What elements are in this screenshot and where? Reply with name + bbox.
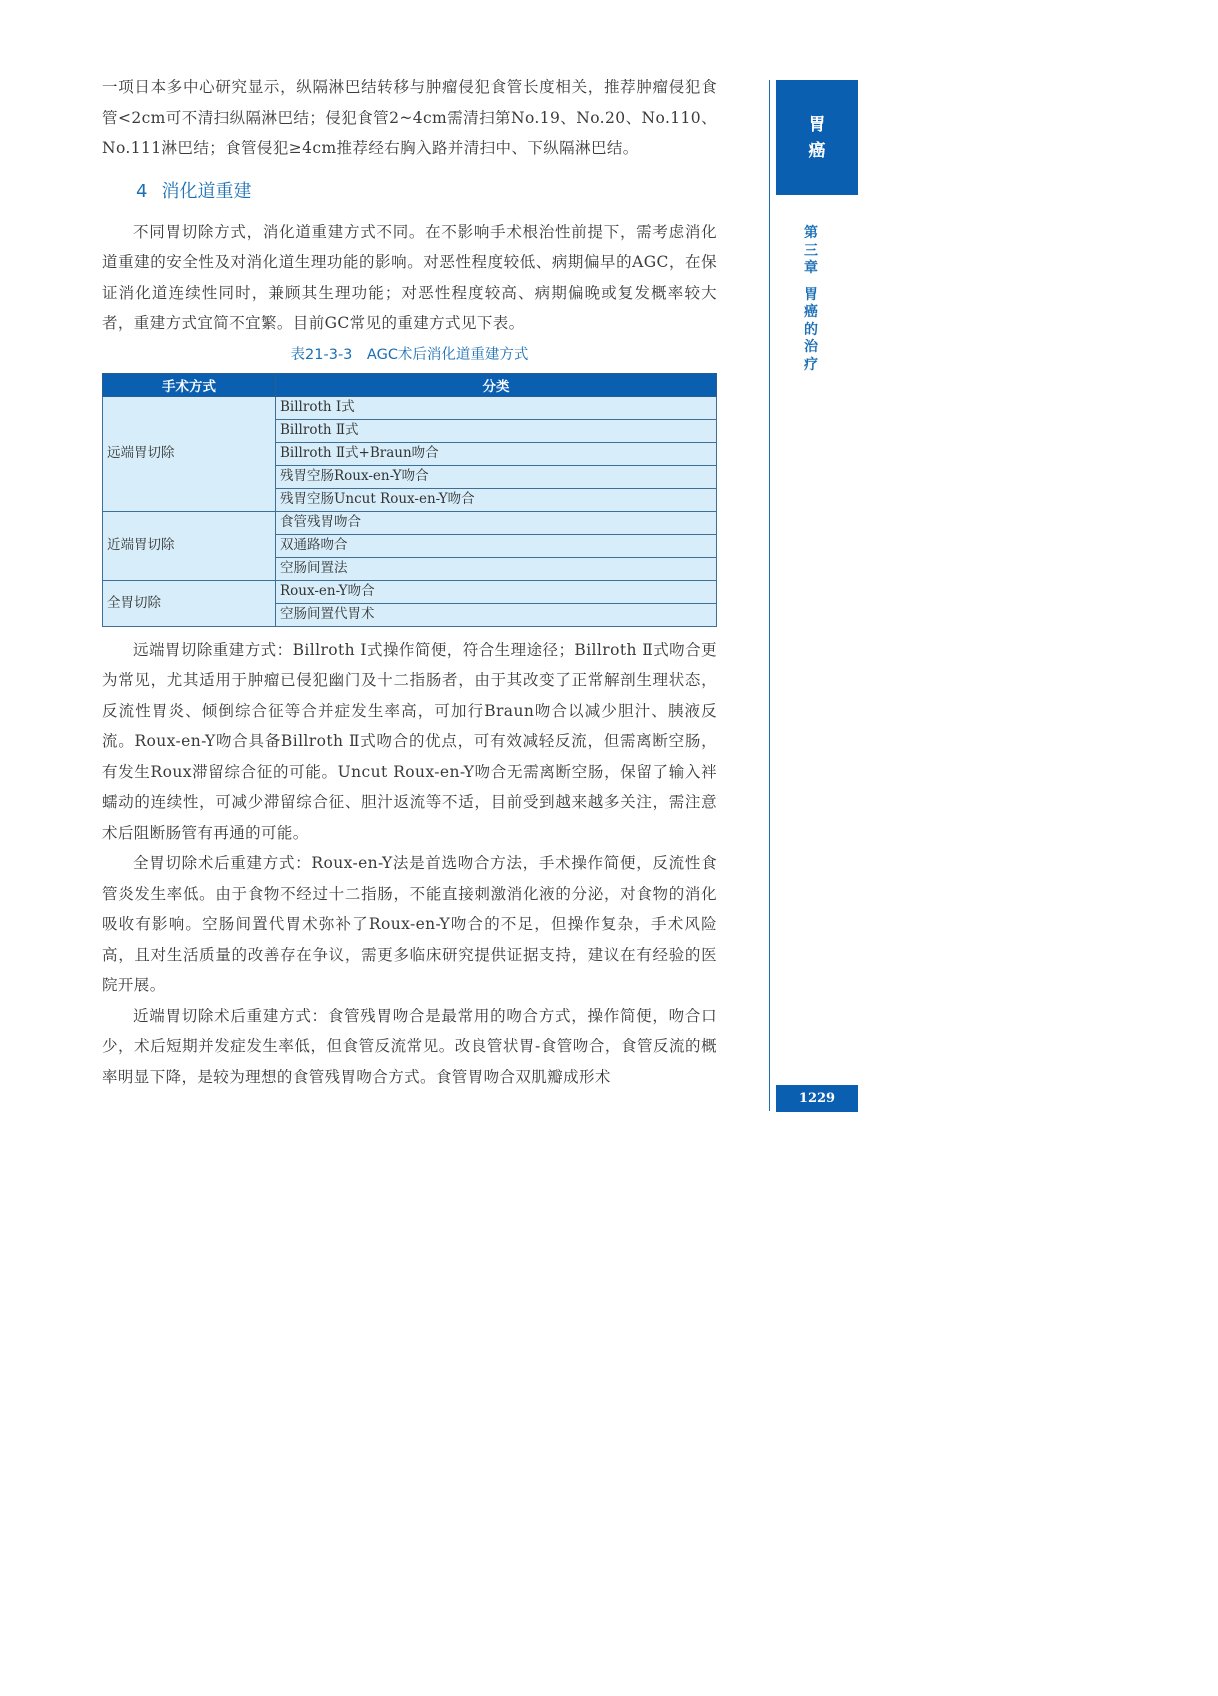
table-cell-method: Roux-en-Y吻合 [276,580,717,603]
margin-divider [769,80,770,1111]
chapter-label-vertical [799,225,823,374]
table-row [103,396,717,419]
table-cell-method: 双通路吻合 [276,534,717,557]
table-cell-method: Billroth Ⅱ式+Braun吻合 [276,442,717,465]
paragraph-distal-reconstruction: 远端胃切除重建方式：Billroth Ⅰ式操作简便，符合生理途径；Billroth Ⅱ式吻合更为常见，尤其适用于肿瘤已侵犯幽门及十二指肠者，由于其改变了正常解剖生理状态，反流性胃炎、倾倒综合征等合并症发生率高，可加行Braun吻合以减少胆汁、胰液反流。Roux-en-Y吻合具备Billroth Ⅱ式吻合的优点，可有效减轻反流，但需离断空肠，有发生Roux滞留综合征的可能。Uncut Roux-en-Y吻合无需离断空肠，保留了输入袢蠕动的连续性，可减少滞留综合征、胆汁返流等不适，目前受到越来越多关注，需注意术后阻断肠管有再通的可能。 [102,640,717,842]
table-cell-method: 空肠间置法 [276,557,717,580]
table-header-row [103,373,717,396]
paragraph-proximal-reconstruction: 近端胃切除术后重建方式：食管残胃吻合是最常用的吻合方式，操作简便，吻合口少，术后短期并发症发生率低，但食管反流常见。改良管状胃-食管吻合，食管反流的概率明显下降，是较为理想的食管残胃吻合方式。食管胃吻合双肌瓣成形术 [102,1006,717,1086]
table-cell-method: 残胃空肠Uncut Roux-en-Y吻合 [276,488,717,511]
main-content [102,72,717,1092]
section-title: 消化道重建 [161,180,252,202]
table-cell-procedure: 远端胃切除 [103,396,276,511]
chapter-number: 第 三 章 [804,225,818,276]
section-tab-char: 胃 [808,114,826,135]
paragraph-total-reconstruction: 全胃切除术后重建方式：Roux-en-Y法是首选吻合方法，手术操作简便，反流性食管炎发生率低。由于食物不经过十二指肠，不能直接刺激消化液的分泌，对食物的消化吸收有影响。空肠间置代胃术弥补了Roux-en-Y吻合的不足，但操作复杂，手术风险高，且对生活质量的改善存在争议，需更多临床研究提供证据支持，建议在有经验的医院开展。 [102,854,717,994]
table-cell-method: 空肠间置代胃术 [276,603,717,626]
reconstruction-table [102,373,717,627]
paragraph-reconstruction-intro: 不同胃切除方式，消化道重建方式不同。在不影响手术根治性前提下，需考虑消化道重建的安全性及对消化道生理功能的影响。对恶性程度较低、病期偏早的AGC，在保证消化道连续性同时，兼顾其生理功能；对恶性程度较高、病期偏晚或复发概率较大者，重建方式宜简不宜繁。目前GC常见的重建方式见下表。 [102,222,717,332]
table-caption: 表21-3-3 AGC术后消化道重建方式 [290,346,529,363]
table-cell-method: 食管残胃吻合 [276,511,717,534]
table-row [103,580,717,603]
page-number: 1229 [776,1085,858,1112]
table-header-category: 分类 [276,373,717,396]
chapter-title: 胃 癌 的 治 疗 [804,286,818,373]
section-tab [776,80,858,195]
table-cell-method: Billroth Ⅱ式 [276,419,717,442]
table-row [103,511,717,534]
section-number: 4 [136,180,148,202]
table-cell-method: 残胃空肠Roux-en-Y吻合 [276,465,717,488]
intro-paragraph: 一项日本多中心研究显示，纵隔淋巴结转移与肿瘤侵犯食管长度相关，推荐肿瘤侵犯食管<2cm可不清扫纵隔淋巴结；侵犯食管2~4cm需清扫第No.19、No.20、No.110、No.111淋巴结；食管侵犯≥4cm推荐经右胸入路并清扫中、下纵隔淋巴结。 [102,78,717,157]
table-header-procedure: 手术方式 [103,373,276,396]
section-heading [102,177,717,207]
table-cell-procedure: 近端胃切除 [103,511,276,580]
table-cell-procedure: 全胃切除 [103,580,276,626]
table-cell-method: Billroth Ⅰ式 [276,396,717,419]
section-tab-char: 癌 [808,140,826,161]
